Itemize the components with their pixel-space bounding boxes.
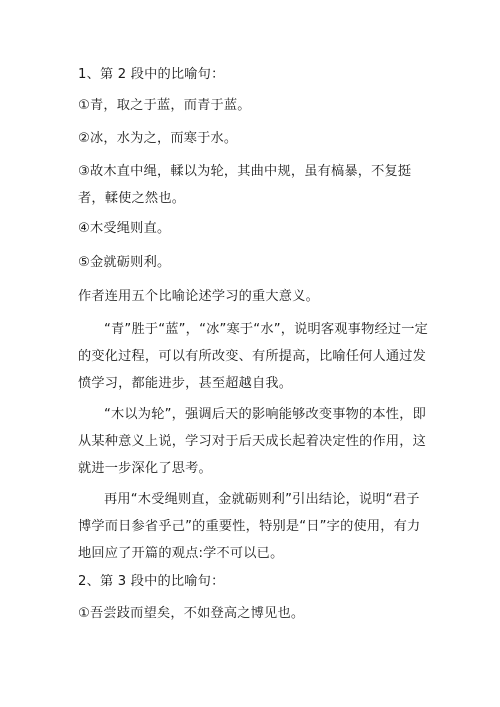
metaphor-item-1: ①青，取之于蓝，而青于蓝。 [78, 98, 251, 113]
metaphor-item-2: ②冰，水为之，而寒于水。 [78, 131, 238, 146]
section-heading-2: 2、第 3 段中的比喻句： [78, 574, 225, 589]
metaphor-item-6: ①吾尝跂而望矣，不如登高之博见也。 [78, 606, 305, 621]
metaphor-item-3: ③故木直中绳，輮以为轮，其曲中规，虽有槁暴，不复挺者，輮使之然也。 [78, 164, 412, 206]
analysis-paragraph-2: “木以为轮”，强调后天的影响能够改变事物的本性，即从某种意义上说，学习对于后天成长起着决定性的作用，这就进一步深化了思考。 [78, 407, 427, 476]
analysis-paragraph-1: “青”胜于“蓝”，“冰”寒于“水”，说明客观事物经过一定的变化过程，可以有所改变、有所提高，比喻任何人通过发愤学习，都能进步，甚至超越自我。 [78, 322, 429, 391]
summary-paragraph: 作者连用五个比喻论述学习的重大意义。 [78, 289, 319, 304]
metaphor-item-4: ④木受绳则直。 [78, 221, 171, 236]
section-heading-1: 1、第 2 段中的比喻句： [78, 67, 225, 82]
analysis-paragraph-3: 再用“木受绳则直，金就砺则利”引出结论，说明“君子博学而日参省乎己”的重要性，特别是“日”字的使用，有力地回应了开篇的观点:学不可以已。 [78, 492, 421, 561]
metaphor-item-5: ⑤金就砺则利。 [78, 255, 171, 270]
